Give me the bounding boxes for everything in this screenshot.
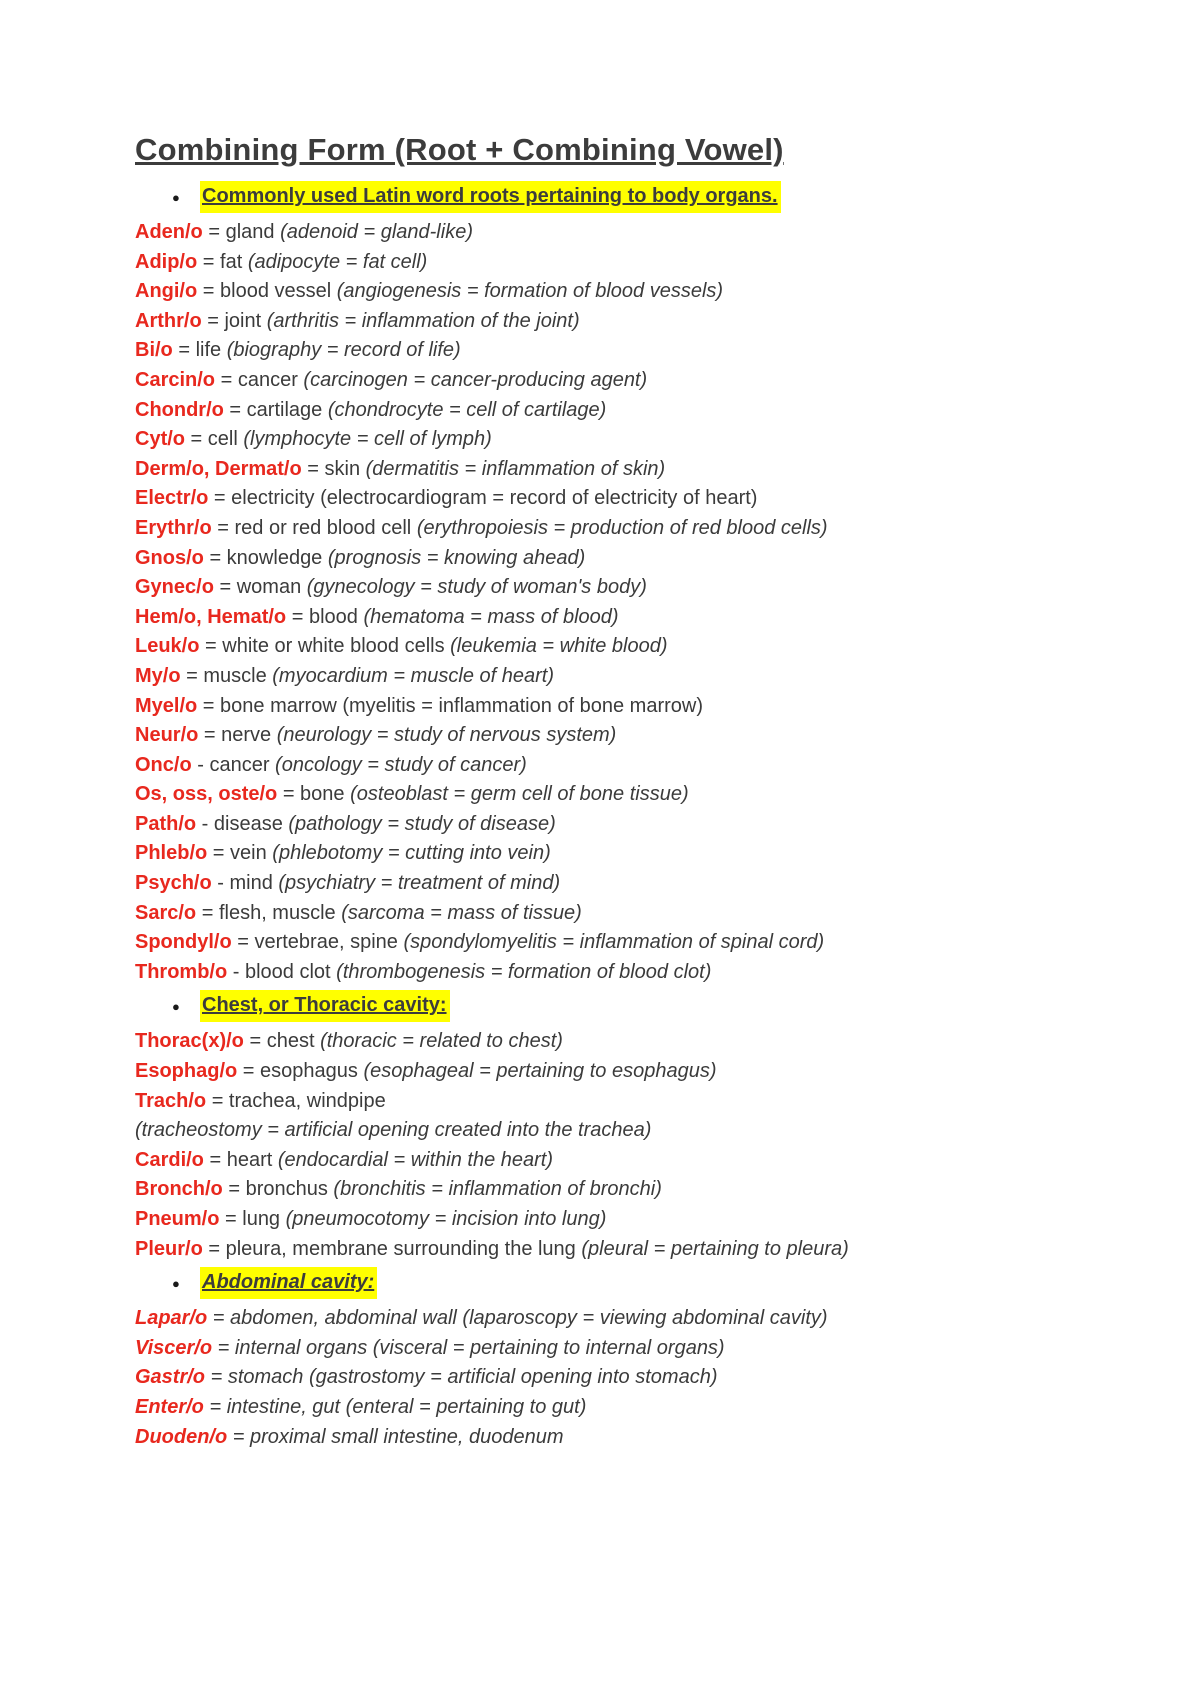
term-entry xyxy=(135,366,1150,396)
root-term: Cardi/o xyxy=(135,1148,204,1171)
example-text: (erythropoiesis = production of red blood cells) xyxy=(416,516,828,539)
term-entry xyxy=(135,248,1150,278)
definition-text: - mind xyxy=(211,872,279,895)
root-term: Neur/o xyxy=(135,724,199,747)
term-entry xyxy=(135,603,1150,633)
root-term: Angi/o xyxy=(135,280,198,303)
root-term: Os, oss, oste/o xyxy=(135,783,278,806)
definition-text: = proximal small intestine, duodenum xyxy=(227,1425,564,1448)
definition-text: = abdomen, abdominal wall xyxy=(207,1307,463,1330)
example-text: (myelitis = inflammation of bone marrow) xyxy=(342,694,704,717)
example-text: (neurology = study of nervous system) xyxy=(276,724,617,747)
example-text: (oncology = study of cancer) xyxy=(275,753,527,776)
root-term: Chondr/o xyxy=(135,398,224,421)
root-term: Gastr/o xyxy=(135,1366,206,1389)
section-heading-row xyxy=(135,181,1150,213)
term-entry xyxy=(135,1423,1150,1453)
root-term: Pneum/o xyxy=(135,1208,220,1230)
definition-text: = trachea, windpipe xyxy=(206,1089,386,1112)
root-term: Esophag/o xyxy=(135,1060,238,1083)
example-text: (psychiatry = treatment of mind) xyxy=(278,872,561,895)
definition-text: = vein xyxy=(207,842,273,865)
example-text: (adenoid = gland-like) xyxy=(280,221,473,243)
definition-text: = blood vessel xyxy=(197,280,337,303)
definition-text: = life xyxy=(172,339,227,362)
term-entry xyxy=(135,1334,1150,1364)
definition-text: = joint xyxy=(201,309,267,332)
definition-text: = stomach xyxy=(205,1366,309,1389)
term-entry xyxy=(135,899,1150,929)
example-text: (prognosis = knowing ahead) xyxy=(327,546,586,569)
definition-text: = white or white blood cells xyxy=(199,635,451,658)
term-entry xyxy=(135,307,1150,337)
example-text: (leukemia = white blood) xyxy=(450,635,668,658)
root-term: Psych/o xyxy=(135,872,212,895)
term-entry xyxy=(135,810,1150,840)
definition-text: = nerve xyxy=(198,724,277,747)
root-term: Viscer/o xyxy=(135,1336,213,1359)
definition-text: - blood clot xyxy=(227,960,337,983)
term-entry xyxy=(135,721,1150,751)
bullet-icon: ● xyxy=(172,999,180,1015)
section-heading: Abdominal cavity: xyxy=(200,1267,377,1299)
term-entry xyxy=(135,780,1150,810)
root-term: Arthr/o xyxy=(135,309,202,332)
definition-text: = internal organs xyxy=(212,1336,373,1359)
example-text: (thrombogenesis = formation of blood clot) xyxy=(336,960,712,983)
root-term: Adip/o xyxy=(135,250,198,273)
root-term: Onc/o xyxy=(135,753,192,776)
term-entry xyxy=(135,1116,1150,1146)
definition-text: = knowledge xyxy=(203,546,328,569)
example-text: (gynecology = study of woman's body) xyxy=(306,576,647,599)
term-entry xyxy=(135,1175,1150,1205)
root-term: Lapar/o xyxy=(135,1307,208,1330)
definition-text: = bone marrow xyxy=(197,694,343,717)
example-text: (biography = record of life) xyxy=(226,339,461,362)
section-heading: Chest, or Thoracic cavity: xyxy=(200,990,450,1022)
root-term: Duoden/o xyxy=(135,1425,228,1448)
definition-text: = cartilage xyxy=(223,398,328,421)
term-entry xyxy=(135,1057,1150,1087)
definition-text: - cancer xyxy=(191,753,276,776)
term-entry xyxy=(135,928,1150,958)
root-term: Sarc/o xyxy=(135,901,197,924)
definition-text: - disease xyxy=(196,812,289,835)
definition-text: = fat xyxy=(197,250,248,273)
term-entry xyxy=(135,839,1150,869)
example-text: (sarcoma = mass of tissue) xyxy=(341,901,582,924)
example-text: (enteral = pertaining to gut) xyxy=(345,1395,587,1418)
term-entry xyxy=(135,336,1150,366)
example-text: (osteoblast = germ cell of bone tissue) xyxy=(350,783,689,806)
example-text: (pneumocotomy = incision into lung) xyxy=(285,1208,607,1230)
root-term: Gynec/o xyxy=(135,576,214,599)
definition-text: = bronchus xyxy=(222,1178,334,1201)
definition-text: = red or red blood cell xyxy=(211,516,417,539)
example-text: (dermatitis = inflammation of skin) xyxy=(365,457,666,480)
definition-text: = lung xyxy=(219,1208,286,1230)
section-heading-row xyxy=(135,990,1150,1022)
example-text: (esophageal = pertaining to esophagus) xyxy=(363,1060,717,1083)
term-entry xyxy=(135,632,1150,662)
example-text: (electrocardiogram = record of electricity of heart) xyxy=(320,487,758,510)
example-text: (thoracic = related to chest) xyxy=(320,1030,563,1053)
root-term: Path/o xyxy=(135,812,197,835)
term-entry xyxy=(135,869,1150,899)
example-text: (tracheostomy = artificial opening created into the trachea) xyxy=(135,1119,652,1142)
definition-text: = electricity xyxy=(208,487,321,510)
example-text: (myocardium = muscle of heart) xyxy=(272,664,555,687)
term-entry xyxy=(135,1393,1150,1423)
section-heading-row xyxy=(135,1267,1150,1299)
example-text: (spondylomyelitis = inflammation of spinal cord) xyxy=(403,931,825,954)
root-term: Electr/o xyxy=(135,487,209,510)
term-entry xyxy=(135,751,1150,781)
example-text: (lymphocyte = cell of lymph) xyxy=(243,428,492,451)
term-entry xyxy=(135,573,1150,603)
root-term: Thorac(x)/o xyxy=(135,1030,244,1053)
definition-text: = chest xyxy=(243,1030,321,1053)
term-entry xyxy=(135,218,1150,248)
root-term: Enter/o xyxy=(135,1395,204,1418)
definition-text: = vertebrae, spine xyxy=(231,931,404,954)
example-text: (bronchitis = inflammation of bronchi) xyxy=(333,1178,662,1201)
bullet-icon: ● xyxy=(172,190,180,205)
term-entry xyxy=(135,396,1150,426)
definition-text: = muscle xyxy=(180,664,273,687)
term-entry xyxy=(135,544,1150,574)
definition-text: = woman xyxy=(213,576,307,599)
term-entry xyxy=(135,1205,1150,1235)
definition-text: = bone xyxy=(277,783,351,806)
bullet-icon: ● xyxy=(172,1276,180,1292)
term-entry xyxy=(135,484,1150,514)
term-entry xyxy=(135,455,1150,485)
term-entry xyxy=(135,1304,1150,1334)
example-text: (gastrostomy = artificial opening into stomach) xyxy=(308,1366,718,1389)
example-text: (pleural = pertaining to pleura) xyxy=(581,1237,849,1260)
term-entry xyxy=(135,1027,1150,1057)
term-entry xyxy=(135,277,1150,307)
definition-text: = cell xyxy=(185,428,244,451)
root-term: Carcin/o xyxy=(135,368,216,391)
definition-text: = heart xyxy=(203,1148,278,1171)
document-content xyxy=(135,181,1150,1452)
page-title: Combining Form (Root + Combining Vowel) xyxy=(135,132,784,167)
term-entry xyxy=(135,1146,1150,1176)
definition-text: = pleura, membrane surrounding the lung xyxy=(202,1237,582,1260)
section-heading: Commonly used Latin word roots pertaining to body organs. xyxy=(200,181,781,213)
term-entry xyxy=(135,662,1150,692)
root-term: Gnos/o xyxy=(135,546,204,569)
example-text: (arthritis = inflammation of the joint) xyxy=(266,309,580,332)
definition-text: = skin xyxy=(301,457,366,480)
root-term: Pleur/o xyxy=(135,1237,203,1260)
definition-text: = gland xyxy=(202,221,281,243)
root-term: Myel/o xyxy=(135,694,198,717)
example-text: (laparoscopy = viewing abdominal cavity) xyxy=(462,1307,828,1330)
root-term: Cyt/o xyxy=(135,428,185,451)
example-text: (carcinogen = cancer-producing agent) xyxy=(303,368,648,391)
term-entry xyxy=(135,1235,1150,1265)
example-text: (pathology = study of disease) xyxy=(288,812,556,835)
root-term: Derm/o, Dermat/o xyxy=(135,457,302,480)
root-term: Hem/o, Hemat/o xyxy=(135,605,287,628)
definition-text: = flesh, muscle xyxy=(196,901,342,924)
term-entry xyxy=(135,1087,1150,1117)
root-term: Leuk/o xyxy=(135,635,200,658)
root-term: Trach/o xyxy=(135,1089,207,1112)
term-entry xyxy=(135,1363,1150,1393)
root-term: Spondyl/o xyxy=(135,931,232,954)
example-text: (endocardial = within the heart) xyxy=(277,1148,553,1171)
root-term: Erythr/o xyxy=(135,516,212,539)
root-term: Aden/o xyxy=(135,221,203,243)
example-text: (phlebotomy = cutting into vein) xyxy=(272,842,551,865)
root-term: Bronch/o xyxy=(135,1178,223,1201)
root-term: Phleb/o xyxy=(135,842,208,865)
root-term: Thromb/o xyxy=(135,960,228,983)
term-entry xyxy=(135,958,1150,988)
term-entry xyxy=(135,425,1150,455)
example-text: (hematoma = mass of blood) xyxy=(363,605,619,628)
term-entry xyxy=(135,692,1150,722)
root-term: My/o xyxy=(135,664,181,687)
term-entry xyxy=(135,514,1150,544)
example-text: (visceral = pertaining to internal organs) xyxy=(372,1336,725,1359)
definition-text: = esophagus xyxy=(237,1060,364,1083)
definition-text: = blood xyxy=(286,605,364,628)
definition-text: = cancer xyxy=(215,368,304,391)
root-term: Bi/o xyxy=(135,339,173,362)
example-text: (chondrocyte = cell of cartilage) xyxy=(327,398,607,421)
example-text: (angiogenesis = formation of blood vessels) xyxy=(336,280,724,303)
example-text: (adipocyte = fat cell) xyxy=(247,250,428,273)
definition-text: = intestine, gut xyxy=(203,1395,346,1418)
